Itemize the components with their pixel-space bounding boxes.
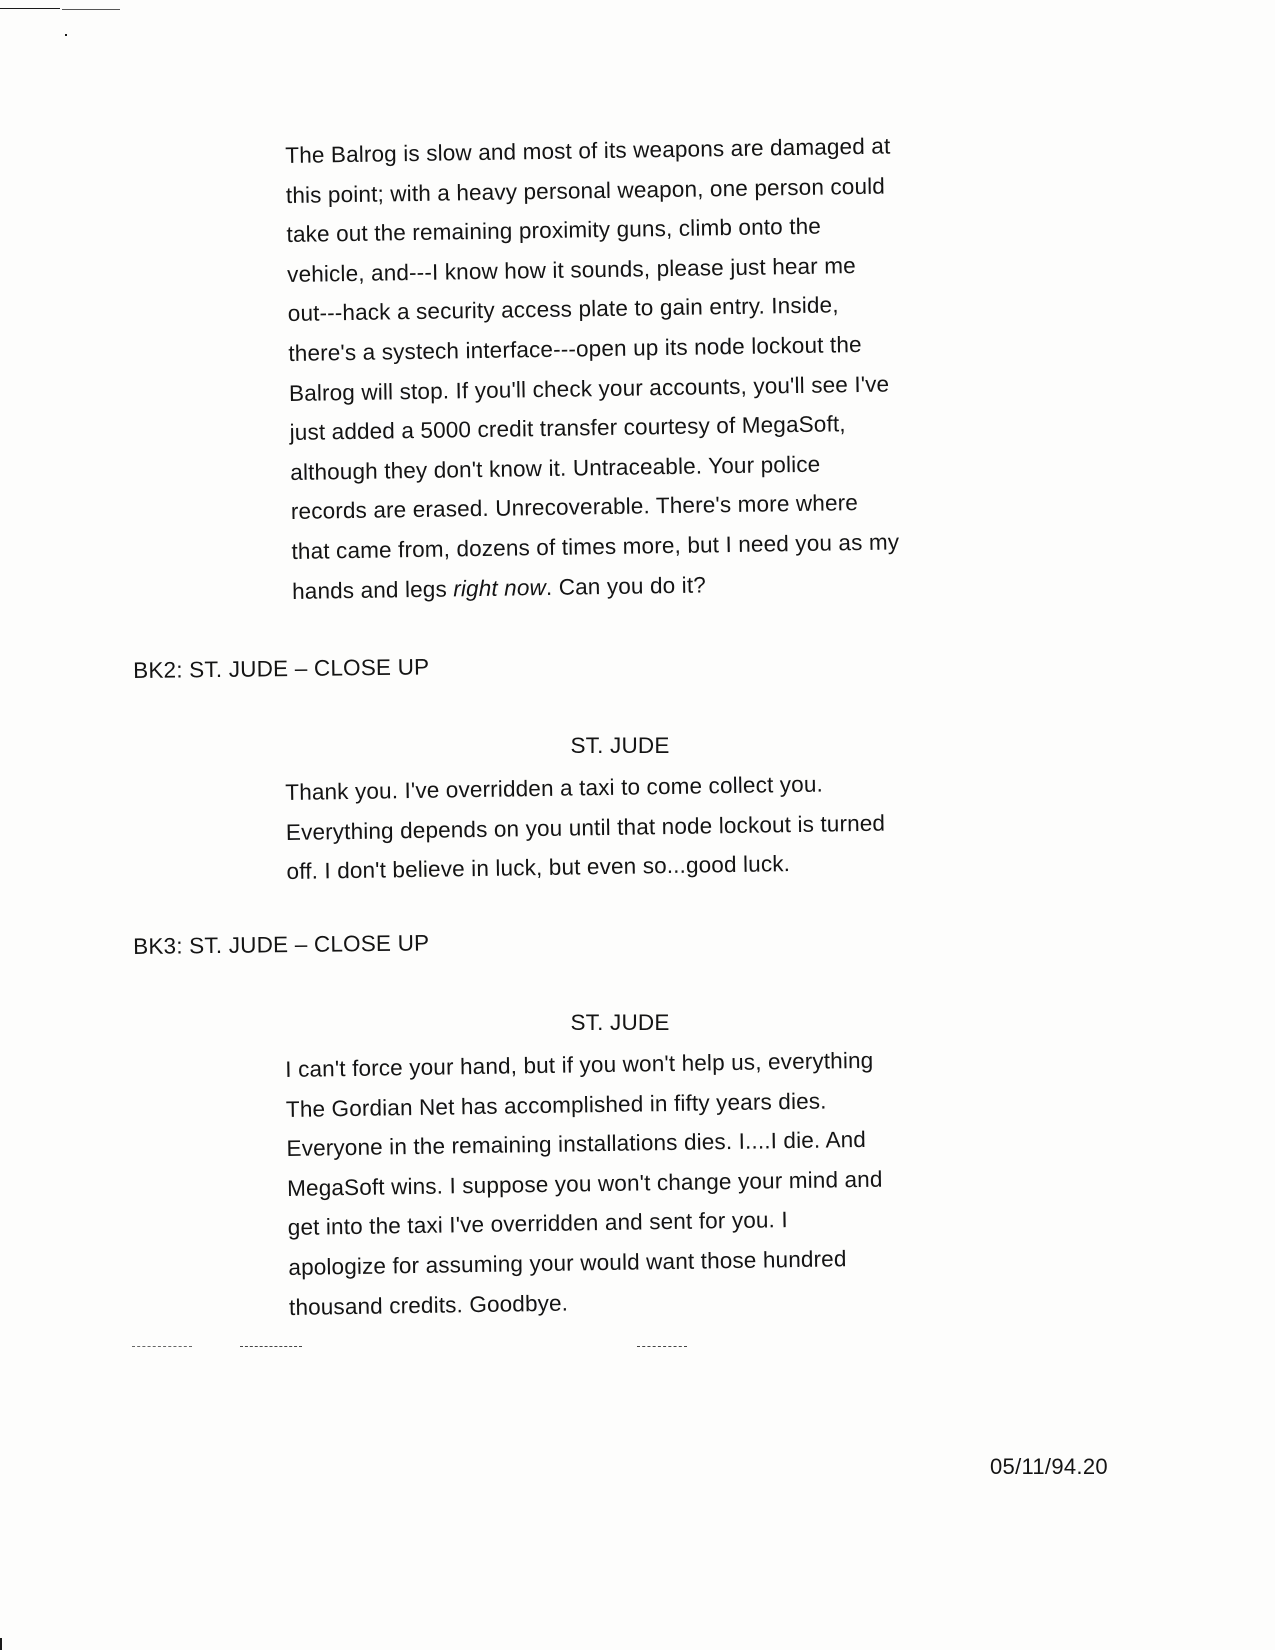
dialogue-block-bk2 <box>285 762 975 892</box>
dialogue-line: The Balrog is slow and most of its weapons are damaged at <box>285 133 891 168</box>
dialogue-line: thousand credits. Goodbye. <box>288 1290 569 1320</box>
dialogue-text: hands and legs <box>291 575 454 604</box>
shot-heading-bk2: BK2: ST. JUDE – CLOSE UP <box>133 654 430 683</box>
scan-mark-top-left-2 <box>62 9 120 10</box>
dialogue-block-bk3 <box>285 1039 977 1327</box>
dialogue-line: Everything depends on you until that node lockout is turned <box>285 810 886 845</box>
dialogue-line: out---hack a security access plate to gain entry. Inside, <box>287 292 839 327</box>
dialogue-line: just added a 5000 credit transfer courtesy of MegaSoft, <box>289 411 846 446</box>
dialogue-line: although they don't know it. Untraceable. Your police <box>290 451 821 485</box>
dialogue-text: . Can you do it? <box>545 571 707 600</box>
dialogue-line: records are erased. Unrecoverable. There's more where <box>290 490 859 525</box>
scan-dot <box>65 34 67 36</box>
dialogue-line: get into the taxi I've overridden and sent for you. I <box>287 1207 788 1241</box>
dialogue-block-continued <box>285 125 980 611</box>
scan-dash-left <box>132 1346 192 1348</box>
dialogue-line: MegaSoft wins. I suppose you won't change your mind and <box>286 1166 883 1201</box>
dialogue-line: apologize for assuming your would want those hundred <box>288 1246 847 1280</box>
emphasis-text: right now <box>453 574 547 601</box>
dialogue-line: take out the remaining proximity guns, climb onto the <box>286 213 822 248</box>
shot-heading-bk3: BK3: ST. JUDE – CLOSE UP <box>133 930 430 959</box>
dialogue-line: vehicle, and---I know how it sounds, please just hear me <box>286 252 856 287</box>
dialogue-line: there's a systech interface---open up its node lockout the <box>288 331 862 366</box>
character-name-bk3: ST. JUDE <box>570 1010 670 1035</box>
character-name-bk2: ST. JUDE <box>570 733 670 758</box>
scan-dash-mid <box>240 1346 302 1348</box>
dialogue-line: I can't force your hand, but if you won't help us, everything <box>285 1047 874 1082</box>
dialogue-line: this point; with a heavy personal weapon, one person could <box>285 173 886 208</box>
dialogue-line: off. I don't believe in luck, but even so...good luck. <box>286 851 791 885</box>
revision-stamp: 05/11/94.20 <box>990 1454 1108 1479</box>
dialogue-line: Balrog will stop. If you'll check your accounts, you'll see I've <box>288 371 890 406</box>
dialogue-line: Everyone in the remaining installations dies. I....I die. And <box>286 1127 867 1162</box>
dialogue-line: Thank you. I've overridden a taxi to come collect you. <box>285 771 824 805</box>
scan-dash-right <box>637 1346 687 1348</box>
scan-mark-top-left <box>0 8 60 9</box>
dialogue-line: The Gordian Net has accomplished in fifty years dies. <box>285 1088 827 1122</box>
dialogue-line: that came from, dozens of times more, but I need you as my <box>291 529 900 564</box>
scan-mark-bottom-left <box>0 1638 2 1650</box>
